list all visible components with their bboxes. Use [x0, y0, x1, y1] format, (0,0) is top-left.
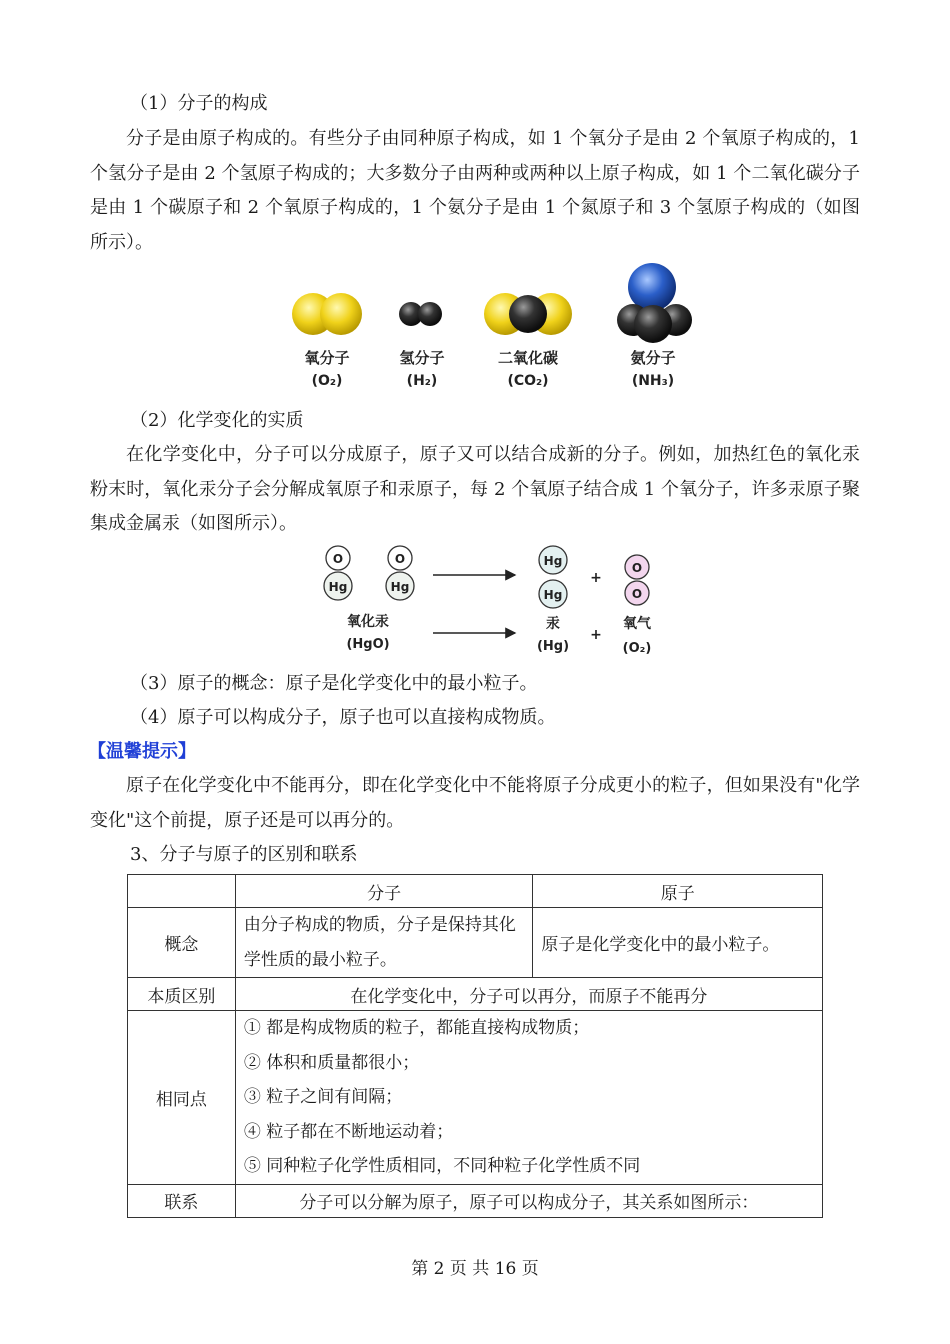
mercury-label: 汞	[546, 616, 560, 632]
table-row	[128, 1011, 823, 1185]
ammonia-formula: (NH₃)	[631, 373, 675, 389]
section-2-text: 在化学变化中，分子可以分成原子，原子又可以结合成新的分子。例如，加热红色的氧化汞粉末时，氧化汞分子会分解成氧原子和汞原子，每 2 个氧原子结合成 1 个氧分子，许多汞原子聚集成金属汞（如图所示）。	[90, 444, 860, 534]
svg-text:O: O	[332, 552, 344, 566]
list-item: ③ 粒子之间有间隔；	[243, 1087, 403, 1107]
column-header-atom: 原子	[533, 875, 823, 908]
molecule-models-figure	[285, 262, 705, 397]
page-number: 第 2 页 共 16 页	[411, 1259, 539, 1279]
mercury-oxide-decomposition-figure	[310, 540, 670, 660]
svg-text:Hg: Hg	[328, 580, 348, 594]
section-2-heading: （2）化学变化的实质	[130, 410, 304, 431]
table-header-row	[128, 875, 823, 908]
tip-title: 【温馨提示】	[88, 741, 196, 762]
column-header-molecule: 分子	[235, 875, 533, 908]
plus-sign: +	[590, 627, 602, 643]
hgo-molecule	[386, 546, 414, 600]
list-item: ⑤ 同种粒子化学性质相同，不同种粒子化学性质不同	[243, 1156, 641, 1176]
oxygen-molecule	[625, 555, 649, 605]
mercury-atoms	[539, 546, 567, 608]
hydrogen-label: 氢分子	[399, 349, 445, 367]
mercury-formula: (Hg)	[536, 639, 570, 654]
molecule-atom-comparison-table	[127, 874, 823, 1218]
hydrogen-formula: (H₂)	[406, 373, 438, 389]
svg-text:O: O	[631, 561, 643, 575]
concept-atom: 原子是化学变化中的最小粒子。	[533, 908, 823, 978]
row-label-similarities: 相同点	[128, 1011, 236, 1185]
row-label-concept: 概念	[128, 908, 236, 978]
oxygen-molecule-model	[292, 293, 362, 335]
svg-text:Hg: Hg	[543, 554, 563, 568]
oxygen-formula: (O₂)	[311, 373, 343, 389]
svg-text:O: O	[631, 587, 643, 601]
svg-text:Hg: Hg	[543, 588, 563, 602]
carbon-dioxide-label: 二氧化碳	[497, 349, 559, 367]
table-row	[128, 978, 823, 1011]
tip-text: 原子在化学变化中不能再分，即在化学变化中不能将原子分成更小的粒子，但如果没有"化学变化"这个前提，原子还是可以再分的。	[90, 775, 860, 831]
ammonia-molecule-model	[617, 263, 692, 343]
list-item: ② 体积和质量都很小；	[243, 1052, 420, 1073]
table-cell-empty	[128, 875, 236, 908]
section-1-text: 分子是由原子构成的。有些分子由同种原子构成，如 1 个氧分子是由 2 个氧原子构成的，1 个氢分子是由 2 个氢原子构成的；大多数分子由两种或两种以上原子构成，如 1 个二氧化碳分子是由 1 个碳原子和 2 个氧原子构成的，1 个氨分子是由 1 个氮原子和 3 个氢原子构成的（如图所示）。	[90, 128, 860, 253]
similarities-list	[235, 1011, 822, 1185]
section-5-heading: 3、分子与原子的区别和联系	[130, 844, 358, 865]
svg-text:Hg: Hg	[390, 580, 410, 594]
mercury-oxide-formula: (HgO)	[346, 637, 390, 652]
svg-text:O: O	[394, 552, 406, 566]
mercury-oxide-label: 氧化汞	[347, 614, 389, 630]
list-item: ① 都是构成物质的粒子，都能直接构成物质；	[243, 1018, 590, 1038]
table-row	[128, 1184, 823, 1217]
essential-difference-value: 在化学变化中，分子可以再分，而原子不能再分	[235, 978, 822, 1011]
concept-molecule: 由分子构成的物质，分子是保持其化学性质的最小粒子。	[235, 908, 533, 978]
carbon-dioxide-molecule-model	[484, 293, 572, 335]
ammonia-label: 氨分子	[630, 349, 676, 367]
oxygen-label: 氧分子	[304, 349, 350, 367]
hydrogen-molecule-model	[399, 302, 442, 326]
oxygen-gas-label: 氧气	[623, 616, 651, 632]
list-item: ④ 粒子都在不断地运动着；	[243, 1121, 454, 1142]
oxygen-gas-formula: (O₂)	[622, 641, 652, 656]
row-label-relation: 联系	[128, 1184, 236, 1217]
section-4-text: （4）原子可以构成分子，原子也可以直接构成物质。	[130, 707, 556, 728]
row-label-essential-difference: 本质区别	[128, 978, 236, 1011]
section-3-text: （3）原子的概念：原子是化学变化中的最小粒子。	[130, 673, 538, 694]
carbon-dioxide-formula: (CO₂)	[507, 373, 549, 389]
section-1-heading: （1）分子的构成	[130, 93, 268, 114]
table-row	[128, 908, 823, 978]
relation-value: 分子可以分解为原子，原子可以构成分子，其关系如图所示：	[235, 1184, 822, 1217]
plus-sign: +	[590, 570, 602, 586]
hgo-molecule	[324, 546, 352, 600]
